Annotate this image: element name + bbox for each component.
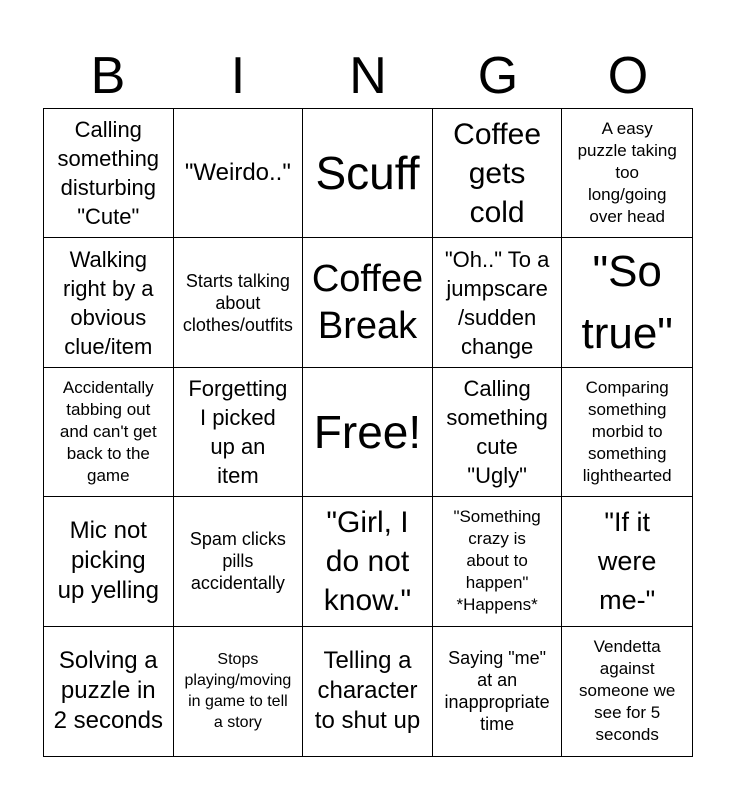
- bingo-cell-text: Starts talking about clothes/outfits: [182, 270, 293, 335]
- bingo-cell-r1-c1[interactable]: [44, 109, 174, 238]
- header-letter-b: B: [90, 47, 126, 105]
- bingo-cell-text: Saying "me" at an inappropriate time: [444, 648, 550, 735]
- bingo-cell-r2-c4[interactable]: [433, 238, 563, 367]
- bingo-cell-r2-c2[interactable]: [174, 238, 304, 367]
- bingo-cell-r1-c4[interactable]: [433, 109, 563, 238]
- bingo-cell-text: Coffee gets cold: [453, 117, 542, 229]
- bingo-cell-r3-c4[interactable]: [433, 368, 563, 497]
- bingo-cell-r2-c5[interactable]: [562, 238, 692, 367]
- bingo-cell-text: Calling something disturbing "Cute": [57, 117, 160, 230]
- bingo-cell-r5-c5[interactable]: [562, 627, 692, 756]
- bingo-cell-text: Scuff: [315, 147, 420, 200]
- bingo-cell-text: Forgetting I picked up an item: [188, 375, 288, 488]
- bingo-header: [43, 46, 693, 106]
- bingo-cell-r3-c1[interactable]: [44, 368, 174, 497]
- bingo-cell-r1-c2[interactable]: [174, 109, 304, 238]
- bingo-cell-r5-c2[interactable]: [174, 627, 304, 756]
- bingo-cell-text: "Something crazy is about to happen" *Happens*: [453, 507, 541, 615]
- bingo-cell-r3-c2[interactable]: [174, 368, 304, 497]
- bingo-cell-text: Vendetta against someone we see for 5 seconds: [579, 637, 676, 745]
- bingo-cell-text: Free!: [313, 405, 422, 458]
- bingo-cell-r4-c2[interactable]: [174, 497, 304, 626]
- bingo-card-grid: [43, 108, 693, 757]
- bingo-cell-r3-c5[interactable]: [562, 368, 692, 497]
- bingo-cell-text: Walking right by a obvious clue/item: [63, 246, 154, 359]
- bingo-cell-r2-c3[interactable]: [303, 238, 433, 367]
- bingo-cell-text: A easy puzzle taking too long/going over head: [577, 119, 677, 227]
- bingo-cell-r5-c4[interactable]: [433, 627, 563, 756]
- bingo-cell-r2-c1[interactable]: [44, 238, 174, 367]
- bingo-cell-text: "Girl, I do not know.": [323, 505, 412, 617]
- bingo-cell-text: "So true": [581, 246, 673, 358]
- bingo-cell-r4-c4[interactable]: [433, 497, 563, 626]
- header-letter-n: N: [349, 47, 387, 105]
- bingo-cell-r1-c3[interactable]: [303, 109, 433, 238]
- bingo-cell-text: Stops playing/moving in game to tell a story: [184, 651, 292, 732]
- bingo-cell-text: Comparing something morbid to something lighthearted: [582, 377, 672, 485]
- bingo-cell-text: "If it were me-": [597, 506, 657, 615]
- bingo-cell-text: "Oh.." To a jumpscare /sudden change: [444, 246, 550, 359]
- bingo-cell-text: Coffee Break: [311, 257, 424, 347]
- header-letter-o: O: [607, 47, 649, 105]
- bingo-cell-text: Telling a character to shut up: [314, 647, 421, 735]
- bingo-cell-text: Calling something cute "Ugly": [446, 375, 548, 488]
- bingo-cell-text: Solving a puzzle in 2 seconds: [53, 647, 163, 735]
- bingo-cell-r1-c5[interactable]: [562, 109, 692, 238]
- bingo-cell-r4-c5[interactable]: [562, 497, 692, 626]
- bingo-cell-r5-c1[interactable]: [44, 627, 174, 756]
- bingo-cell-text: Mic not picking up yelling: [57, 517, 159, 605]
- bingo-cell-r4-c3[interactable]: [303, 497, 433, 626]
- bingo-cell-text: Spam clicks pills accidentally: [189, 529, 286, 594]
- bingo-cell-r5-c3[interactable]: [303, 627, 433, 756]
- bingo-cell-r4-c1[interactable]: [44, 497, 174, 626]
- bingo-cell-r3-c3[interactable]: [303, 368, 433, 497]
- bingo-cell-text: Accidentally tabbing out and can't get back to the game: [59, 377, 157, 485]
- bingo-cell-text: "Weirdo..": [184, 159, 291, 187]
- header-letter-g: G: [477, 47, 519, 105]
- header-letter-i: I: [230, 47, 246, 105]
